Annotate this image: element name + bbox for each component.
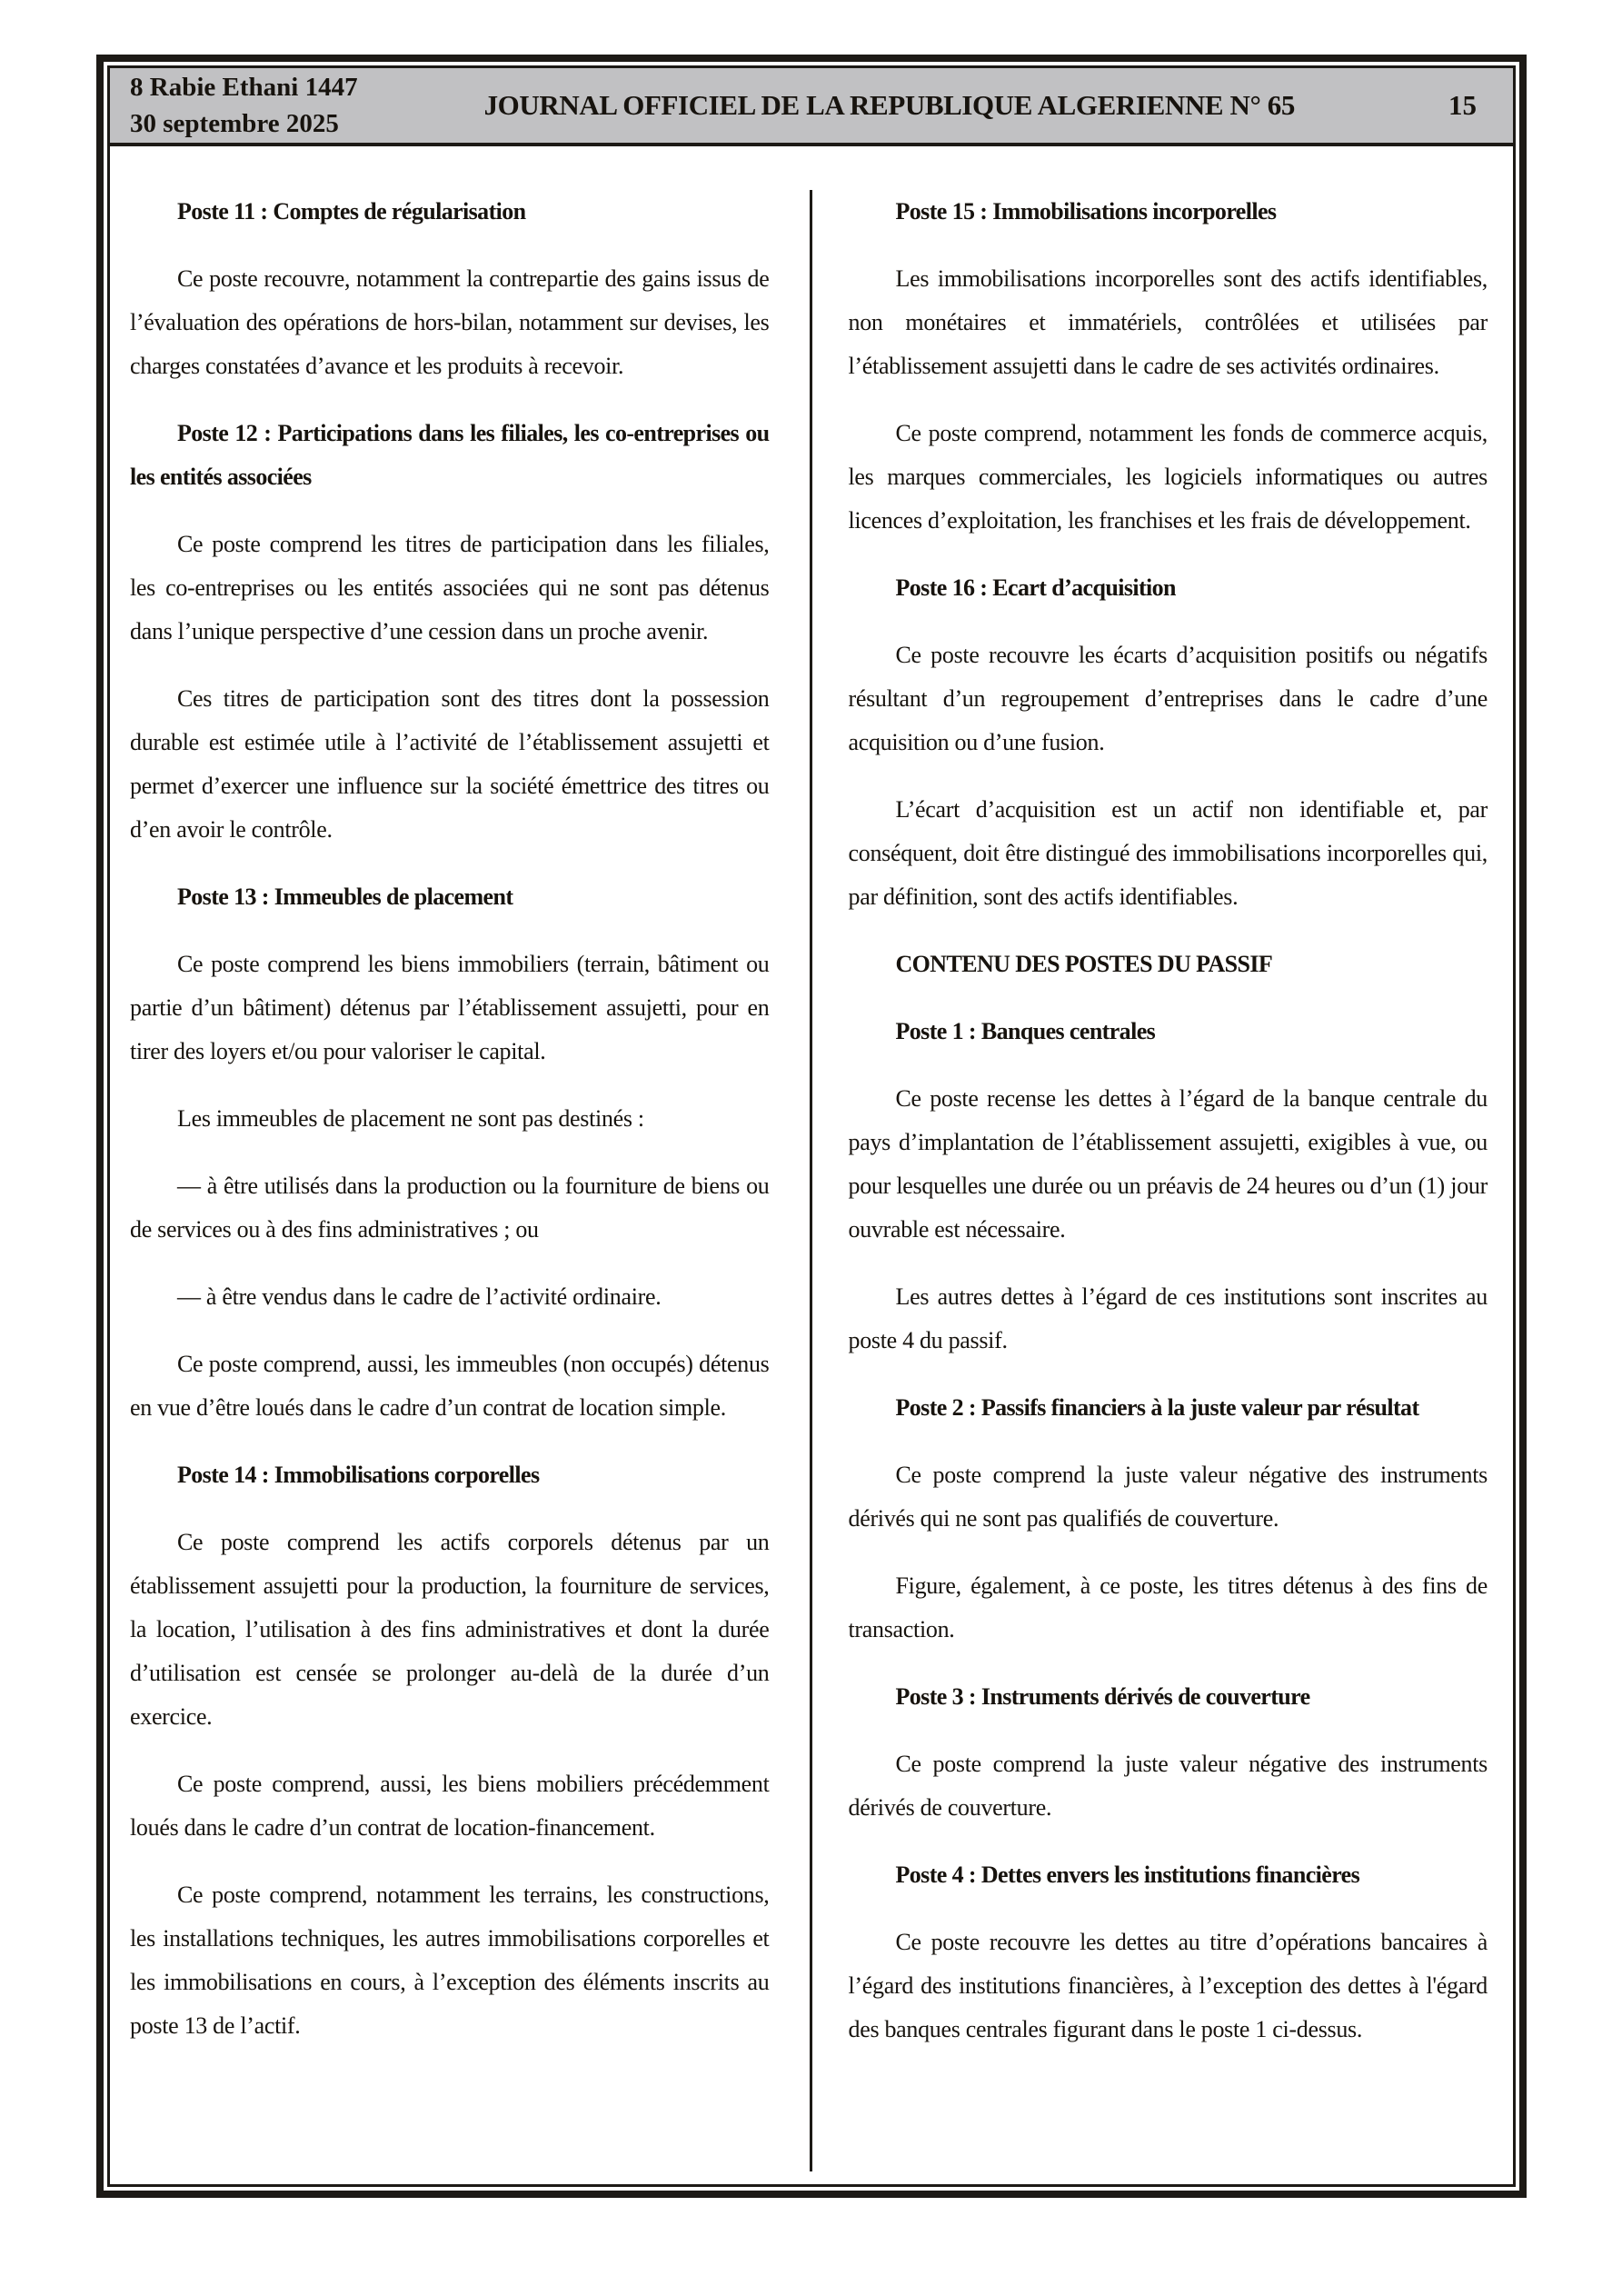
paragraph: Ce poste recense les dettes à l’égard de la banque centrale du pays d’implantation de l’établissement assujetti, exigibles à vue, ou pour lesquelles une durée ou un préavis de 24 heures ou d’un (1) jour ouvrable est nécessaire.: [848, 1085, 1488, 1243]
paragraph: Ce poste comprend la juste valeur négative des instruments dérivés de couverture.: [848, 1751, 1488, 1821]
section-heading: CONTENU DES POSTES DU PASSIF: [895, 951, 1273, 977]
section-heading: Poste 13 : Immeubles de placement: [177, 883, 513, 910]
paragraph: Ce poste comprend, notamment les terrains, les constructions, les installations techniques, les autres immobilisations corporelles et les immobilisations en cours, à l’exception des éléments inscrits au poste 13 de l’actif.: [130, 1882, 770, 2039]
journal-title: JOURNAL OFFICIEL DE LA REPUBLIQUE ALGERIENNE N° 65: [483, 89, 1295, 121]
paragraph: Ce poste comprend la juste valeur négative des instruments dérivés qui ne sont pas qualifiés de couverture.: [848, 1462, 1488, 1532]
date-hijri: 8 Rabie Ethani 1447: [130, 73, 358, 102]
paragraph: Figure, également, à ce poste, les titres détenus à des fins de transaction.: [848, 1572, 1488, 1642]
section-heading: Poste 15 : Immobilisations incorporelles: [895, 198, 1277, 225]
date-gregorian: 30 septembre 2025: [130, 109, 339, 138]
paragraph: Ce poste comprend, notamment les fonds de commerce acquis, les marques commerciales, les logiciels informatiques ou autres licences d’exploitation, les franchises et les frais de développement.: [848, 420, 1488, 534]
paragraph: Ce poste comprend, aussi, les biens mobiliers précédemment loués dans le cadre d’un contrat de location-financement.: [130, 1771, 770, 1841]
paragraph: Ce poste comprend les actifs corporels détenus par un établissement assujetti pour la production, la fourniture de services, la location, l’utilisation à des fins administratives et dont la durée d’utilisation est censée se prolonger au-delà de la durée d’un exercice.: [130, 1529, 770, 1730]
paragraph: Ces titres de participation sont des titres dont la possession durable est estimée utile à l’activité de l’établissement assujetti et permet d’exercer une influence sur la société émettrice des titres ou d’en avoir le contrôle.: [130, 685, 770, 843]
paragraph: Les immeubles de placement ne sont pas destinés :: [177, 1105, 644, 1132]
section-heading: Poste 4 : Dettes envers les institutions financières: [895, 1862, 1360, 1888]
paragraph: Ce poste recouvre, notamment la contrepartie des gains issus de l’évaluation des opérations de hors-bilan, notamment sur devises, les charges constatées d’avance et les produits à recevoir.: [130, 265, 770, 379]
paragraph: Les autres dettes à l’égard de ces institutions sont inscrites au poste 4 du passif.: [848, 1283, 1488, 1353]
page-number: 15: [1448, 89, 1477, 121]
paragraph: Ce poste recouvre les écarts d’acquisition positifs ou négatifs résultant d’un regroupement d’entreprises dans le cadre d’une acquisition ou d’une fusion.: [848, 642, 1488, 755]
journal-masthead: [110, 68, 1513, 146]
masthead-dates: [130, 69, 358, 142]
paragraph: Ce poste comprend les biens immobiliers (terrain, bâtiment ou partie d’un bâtiment) détenus par l’établissement assujetti, pour en tirer des loyers et/ou pour valoriser le capital.: [130, 951, 770, 1064]
column-divider: [810, 190, 812, 2171]
page-inner-border: [107, 65, 1516, 2187]
paragraph: Les immobilisations incorporelles sont des actifs identifiables, non monétaires et immatériels, contrôlées et utilisées par l’établissement assujetti dans le cadre de ses activités ordinaires.: [848, 265, 1488, 379]
left-column: [130, 190, 786, 2171]
paragraph: Ce poste comprend les titres de participation dans les filiales, les co-entreprises ou les entités associées qui ne sont pas détenus dans l’unique perspective d’une cession dans un proche avenir.: [130, 531, 770, 644]
paragraph: — à être vendus dans le cadre de l’activité ordinaire.: [177, 1283, 662, 1310]
paragraph: Ce poste comprend, aussi, les immeubles (non occupés) détenus en vue d’être loués dans le cadre d’un contrat de location simple.: [130, 1351, 770, 1421]
section-heading: Poste 16 : Ecart d’acquisition: [895, 574, 1176, 601]
section-heading: Poste 14 : Immobilisations corporelles: [177, 1462, 540, 1488]
paragraph: L’écart d’acquisition est un actif non identifiable et, par conséquent, doit être distingué des immobilisations incorporelles qui, par définition, sont des actifs identifiables.: [848, 796, 1488, 910]
right-column: [849, 190, 1490, 2171]
section-heading: Poste 12 : Participations dans les filiales, les co-entreprises ou les entités associées: [130, 420, 770, 490]
section-heading: Poste 11 : Comptes de régularisation: [177, 198, 526, 225]
section-heading: Poste 1 : Banques centrales: [895, 1018, 1156, 1044]
paragraph: Ce poste recouvre les dettes au titre d’opérations bancaires à l’égard des institutions financières, à l’exception des dettes à l'égard des banques centrales figurant dans le poste 1 ci-dessus.: [848, 1929, 1488, 2042]
page-border: [96, 55, 1527, 2198]
paragraph: — à être utilisés dans la production ou la fourniture de biens ou de services ou à des fins administratives ; ou: [130, 1173, 770, 1243]
section-heading: Poste 3 : Instruments dérivés de couverture: [895, 1683, 1310, 1710]
section-heading: Poste 2 : Passifs financiers à la juste valeur par résultat: [895, 1394, 1419, 1421]
content-area: [110, 146, 1513, 2184]
